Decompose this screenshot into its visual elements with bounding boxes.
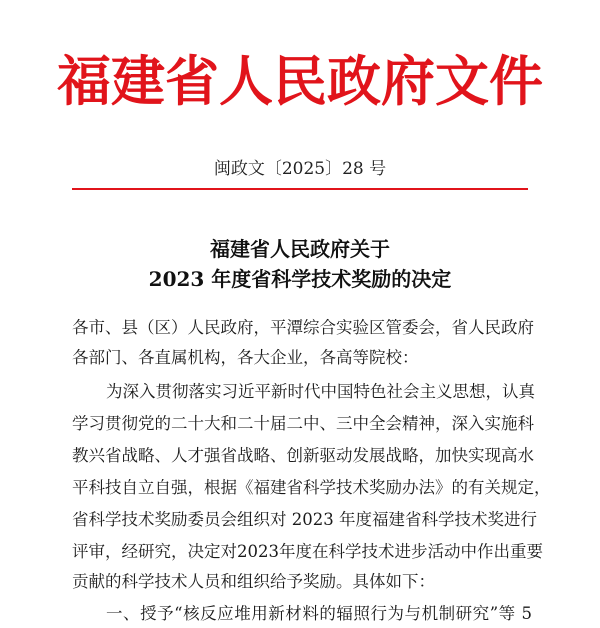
body-line: 平科技自立自强，根据《福建省科学技术奖励办法》的有关规定， bbox=[72, 478, 551, 497]
document-masthead: 福建省人民政府文件 bbox=[57, 49, 543, 113]
body-line: 贡献的科学技术人员和组织给予奖励。具体如下： bbox=[72, 572, 435, 591]
body-line: 各部门、各直属机构，各大企业，各高等院校： bbox=[72, 348, 419, 367]
document-title-line-2: 2023 年度省科学技术奖励的决定 bbox=[148, 267, 452, 291]
body-line: 评审，经研究，决定对2023年度在科学技术进步活动中作出重要 bbox=[72, 542, 543, 561]
document-number: 闽政文〔2025〕28 号 bbox=[213, 159, 387, 179]
body-line: 各市、县（区）人民政府，平潭综合实验区管委会，省人民政府 bbox=[72, 318, 534, 337]
body-line: 教兴省战略、人才强省战略、创新驱动发展战略，加快实现高水 bbox=[72, 446, 534, 465]
red-separator-line bbox=[72, 188, 528, 190]
body-line: 学习贯彻党的二十大和二十届二中、三中全会精神，深入实施科 bbox=[72, 414, 534, 433]
body-line: 为深入贯彻落实习近平新时代中国特色社会主义思想，认真 bbox=[106, 382, 535, 401]
document-title-line-1: 福建省人民政府关于 bbox=[210, 237, 390, 261]
body-line: 一、授予“核反应堆用新材料的辐照行为与机制研究”等 5 bbox=[106, 604, 532, 623]
body-line: 省科学技术奖励委员会组织对 2023 年度福建省科学技术奖进行 bbox=[72, 510, 537, 529]
